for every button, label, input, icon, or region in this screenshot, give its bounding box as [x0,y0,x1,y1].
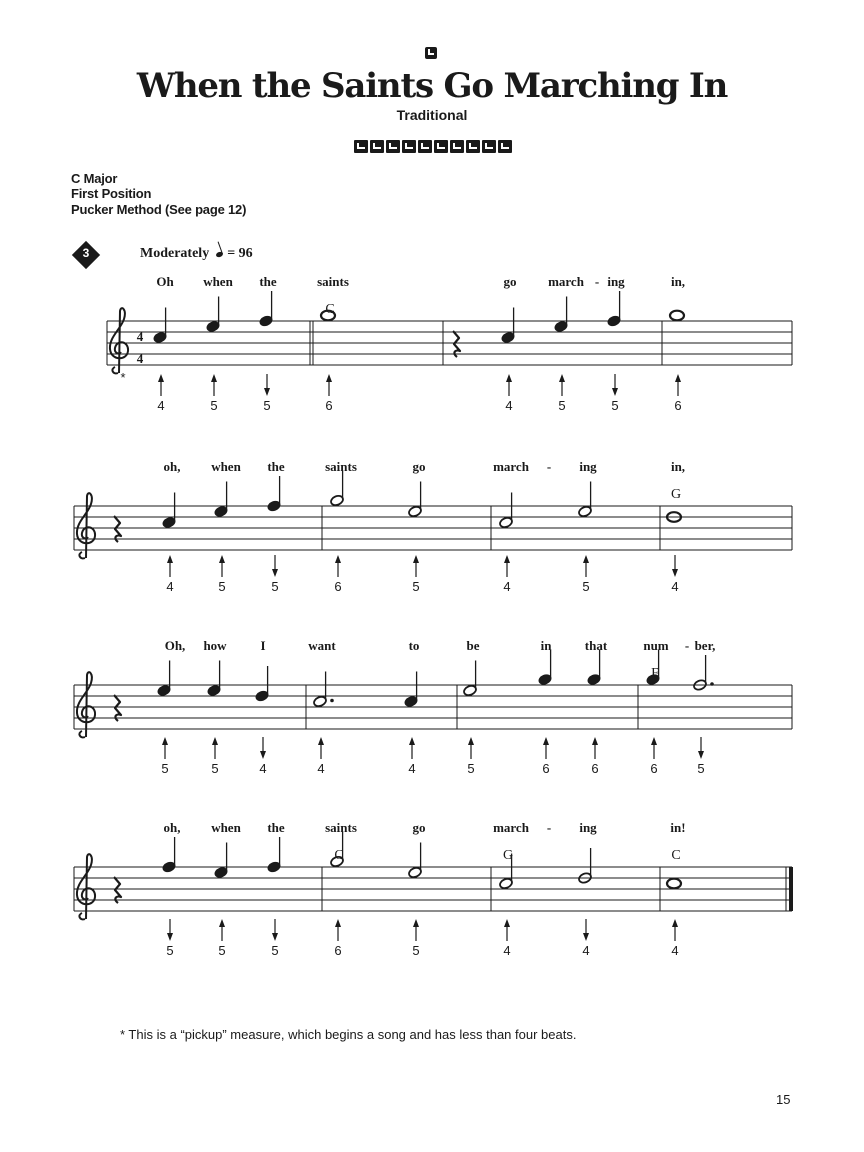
note [578,848,593,884]
hole-number: 5 [161,761,169,776]
lyric-word: go [412,820,426,835]
note [587,650,602,686]
note [554,297,569,333]
note [214,843,229,879]
note [578,482,593,518]
lyric-word: go [412,459,426,474]
position-label: First Position [71,186,152,201]
lyric-word: when [211,820,241,835]
note [501,308,516,344]
note [214,482,229,518]
blow-arrow-icon [219,555,225,563]
note [259,291,274,327]
footnote-marker: * [120,370,126,385]
track-number: 3 [82,246,90,260]
hole-number: 4 [166,579,174,594]
lyric-hyphen: - [684,638,690,653]
lyric-word: when [211,459,241,474]
song-subtitle: Traditional [396,107,468,123]
quarter-rest-icon [114,877,121,903]
lyric-word: saints [317,274,349,289]
lyric-word: ing [579,820,597,835]
note [162,837,177,873]
note [330,471,345,507]
hole-number: 4 [505,398,513,413]
chord-symbol: G [670,487,682,502]
hole-number: 4 [671,943,679,958]
draw-arrow-icon [167,933,173,941]
note [267,476,282,512]
hole-number: 4 [503,579,511,594]
blow-arrow-icon [162,737,168,745]
tempo-label: Moderately [140,246,210,261]
hole-number: 4 [317,761,325,776]
draw-arrow-icon [672,569,678,577]
note [463,661,478,697]
treble-clef-icon [110,308,128,373]
blow-arrow-icon [318,737,324,745]
time-signature-top: 4 [136,329,144,344]
hole-number: 6 [591,761,599,776]
note [499,493,514,529]
note [207,661,222,697]
blow-arrow-icon [167,555,173,563]
note [162,493,177,529]
augmentation-dot [710,682,714,686]
blow-arrow-icon [468,737,474,745]
draw-arrow-icon [272,569,278,577]
hole-number: 6 [334,943,342,958]
note [408,482,423,518]
lyric-word: that [584,638,608,653]
note [313,672,334,708]
lyric-word: saints [325,820,357,835]
lyric-word: in, [670,274,686,289]
hole-number: 6 [650,761,658,776]
blow-arrow-icon [651,737,657,745]
blow-arrow-icon [335,555,341,563]
hole-number: 6 [334,579,342,594]
quarter-rest-icon [114,695,121,721]
method-label: Pucker Method (See page 12) [71,202,247,217]
note [538,650,553,686]
lyric-word: oh, [163,820,181,835]
blow-arrow-icon [219,919,225,927]
hole-number: 6 [674,398,682,413]
lyric-word: in [540,638,552,653]
chord-symbol: G [502,848,514,863]
lyric-word: want [308,638,336,653]
hole-number: 4 [582,943,590,958]
hole-number: 5 [218,579,226,594]
hole-number: 5 [412,943,420,958]
lyric-word: in, [670,459,686,474]
blow-arrow-icon [326,374,332,382]
lyric-word: march [493,459,529,474]
chord-symbol: C [334,848,344,863]
lyric-word: ing [607,274,625,289]
hole-number: 5 [218,943,226,958]
draw-arrow-icon [272,933,278,941]
note [693,655,714,691]
lyric-hyphen: - [546,820,552,835]
lyric-word: when [203,274,233,289]
lyric-hyphen: - [546,459,552,474]
quarter-rest-icon [453,331,460,357]
quarter-rest-icon [114,516,121,542]
lyric-word: Oh [156,274,174,289]
hole-number: 5 [611,398,619,413]
tempo-value: = 96 [227,246,253,261]
lyric-word: be [466,638,480,653]
blow-arrow-icon [504,919,510,927]
blow-arrow-icon [543,737,549,745]
blow-arrow-icon [212,737,218,745]
blow-arrow-icon [413,919,419,927]
blow-arrow-icon [413,555,419,563]
blow-arrow-icon [592,737,598,745]
hole-number: 4 [671,579,679,594]
note [255,666,270,702]
blow-arrow-icon [504,555,510,563]
lyric-word: oh, [163,459,181,474]
lyric-word: the [267,820,285,835]
lyric-word: num [643,638,669,653]
lyric-word: in! [670,820,686,835]
hole-number: 6 [325,398,333,413]
time-signature-bottom: 4 [136,351,144,366]
hole-number: 5 [558,398,566,413]
hole-number: 4 [408,761,416,776]
draw-arrow-icon [612,388,618,396]
blow-arrow-icon [158,374,164,382]
lyric-word: saints [325,459,357,474]
note-head [667,879,681,889]
lyric-word: to [408,638,420,653]
note-head [670,311,684,321]
page-number: 15 [776,1092,791,1107]
note [404,672,419,708]
note [670,311,684,321]
note [607,291,622,327]
staff-system [74,832,793,942]
lyric-hyphen: - [594,274,600,289]
lyric-word: how [203,638,227,653]
blow-arrow-icon [583,555,589,563]
lyric-word: ing [579,459,597,474]
lyric-word: Oh, [164,638,186,653]
hole-number: 5 [467,761,475,776]
blow-arrow-icon [335,919,341,927]
note [206,297,221,333]
hole-number: 5 [210,398,218,413]
treble-clef-icon [77,493,95,558]
staff-system [74,650,792,760]
blow-arrow-icon [675,374,681,382]
note [667,879,681,889]
blow-arrow-icon [672,919,678,927]
lyric-word: I [260,638,266,653]
lyric-word: march [493,820,529,835]
footnote: * This is a “pickup” measure, which begins a song and has less than four beats. [120,1027,577,1042]
draw-arrow-icon [583,933,589,941]
hole-number: 4 [503,943,511,958]
hole-number: 6 [542,761,550,776]
hole-number: 5 [412,579,420,594]
hole-number: 5 [271,579,279,594]
lyric-word: the [267,459,285,474]
note [157,661,172,697]
song-title: When the Saints Go Marching In [136,66,728,106]
hole-number: 5 [271,943,279,958]
blow-arrow-icon [506,374,512,382]
final-bar-line [789,867,793,911]
lyric-word: the [259,274,277,289]
blow-arrow-icon [211,374,217,382]
lyric-word: march [548,274,584,289]
staff-system [107,291,792,396]
hole-number: 5 [166,943,174,958]
hole-number: 4 [157,398,165,413]
hole-number: 5 [697,761,705,776]
note [408,843,423,879]
hole-number: 5 [263,398,271,413]
note [267,837,282,873]
draw-arrow-icon [698,751,704,759]
treble-clef-icon [77,672,95,737]
note [153,308,168,344]
staff-system [74,471,792,578]
chord-symbol: C [671,848,681,863]
key-label: C Major [71,171,118,186]
blow-arrow-icon [409,737,415,745]
draw-arrow-icon [264,388,270,396]
chord-symbol: C [325,302,335,317]
blow-arrow-icon [559,374,565,382]
chord-symbol: F [651,666,659,681]
draw-arrow-icon [260,751,266,759]
lyric-word: go [503,274,517,289]
hole-number: 4 [259,761,267,776]
hole-number: 5 [582,579,590,594]
treble-clef-icon [77,854,95,919]
hole-number: 5 [211,761,219,776]
augmentation-dot [330,699,334,703]
lyric-word: ber, [694,638,716,653]
